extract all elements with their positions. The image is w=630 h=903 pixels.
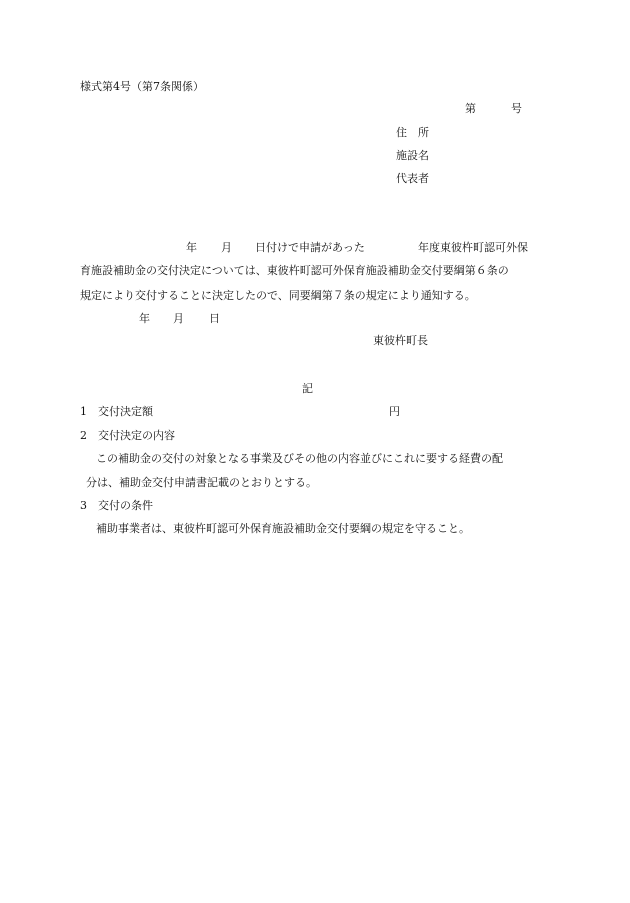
issue-date-month: 月 [173,312,184,325]
issue-date-day: 日 [209,312,220,325]
item-1-label: 1 交付決定額 [80,405,153,418]
item-1-yen: 円 [389,405,400,418]
item-2-label: 2 交付決定の内容 [80,429,175,442]
body-date-day-text: 日付けで申請があった [255,241,365,254]
item-3-text: 補助事業者は、東彼杵町認可外保育施設補助金交付要綱の規定を守ること。 [96,522,470,535]
item-2-text-1: この補助金の交付の対象となる事業及びその他の内容並びにこれに要する経費の配 [96,452,503,465]
body-line-2: 育施設補助金の交付決定については、東彼杵町認可外保育施設補助金交付要綱第６条の [80,264,509,277]
body-date-year: 年 [186,241,197,254]
item-3-label: 3 交付の条件 [80,499,153,512]
issue-date-year: 年 [139,312,150,325]
issuer-name: 東彼杵町長 [373,334,428,347]
ki-heading: 記 [302,382,313,395]
doc-number-go: 号 [511,102,522,115]
recipient-address-label: 住 所 [396,126,429,139]
recipient-facility-label: 施設名 [396,149,429,162]
item-2-text-2: 分は、補助金交付申請書記載のとおりとする。 [86,476,317,489]
doc-number-dai: 第 [465,102,476,115]
body-date-month: 月 [221,241,232,254]
recipient-representative-label: 代表者 [396,172,429,185]
body-fiscal-year-text: 年度東彼杵町認可外保 [418,241,528,254]
form-label: 様式第4号（第7条関係） [80,80,204,93]
body-line-3: 規定により交付することに決定したので、同要綱第７条の規定により通知する。 [80,289,476,302]
